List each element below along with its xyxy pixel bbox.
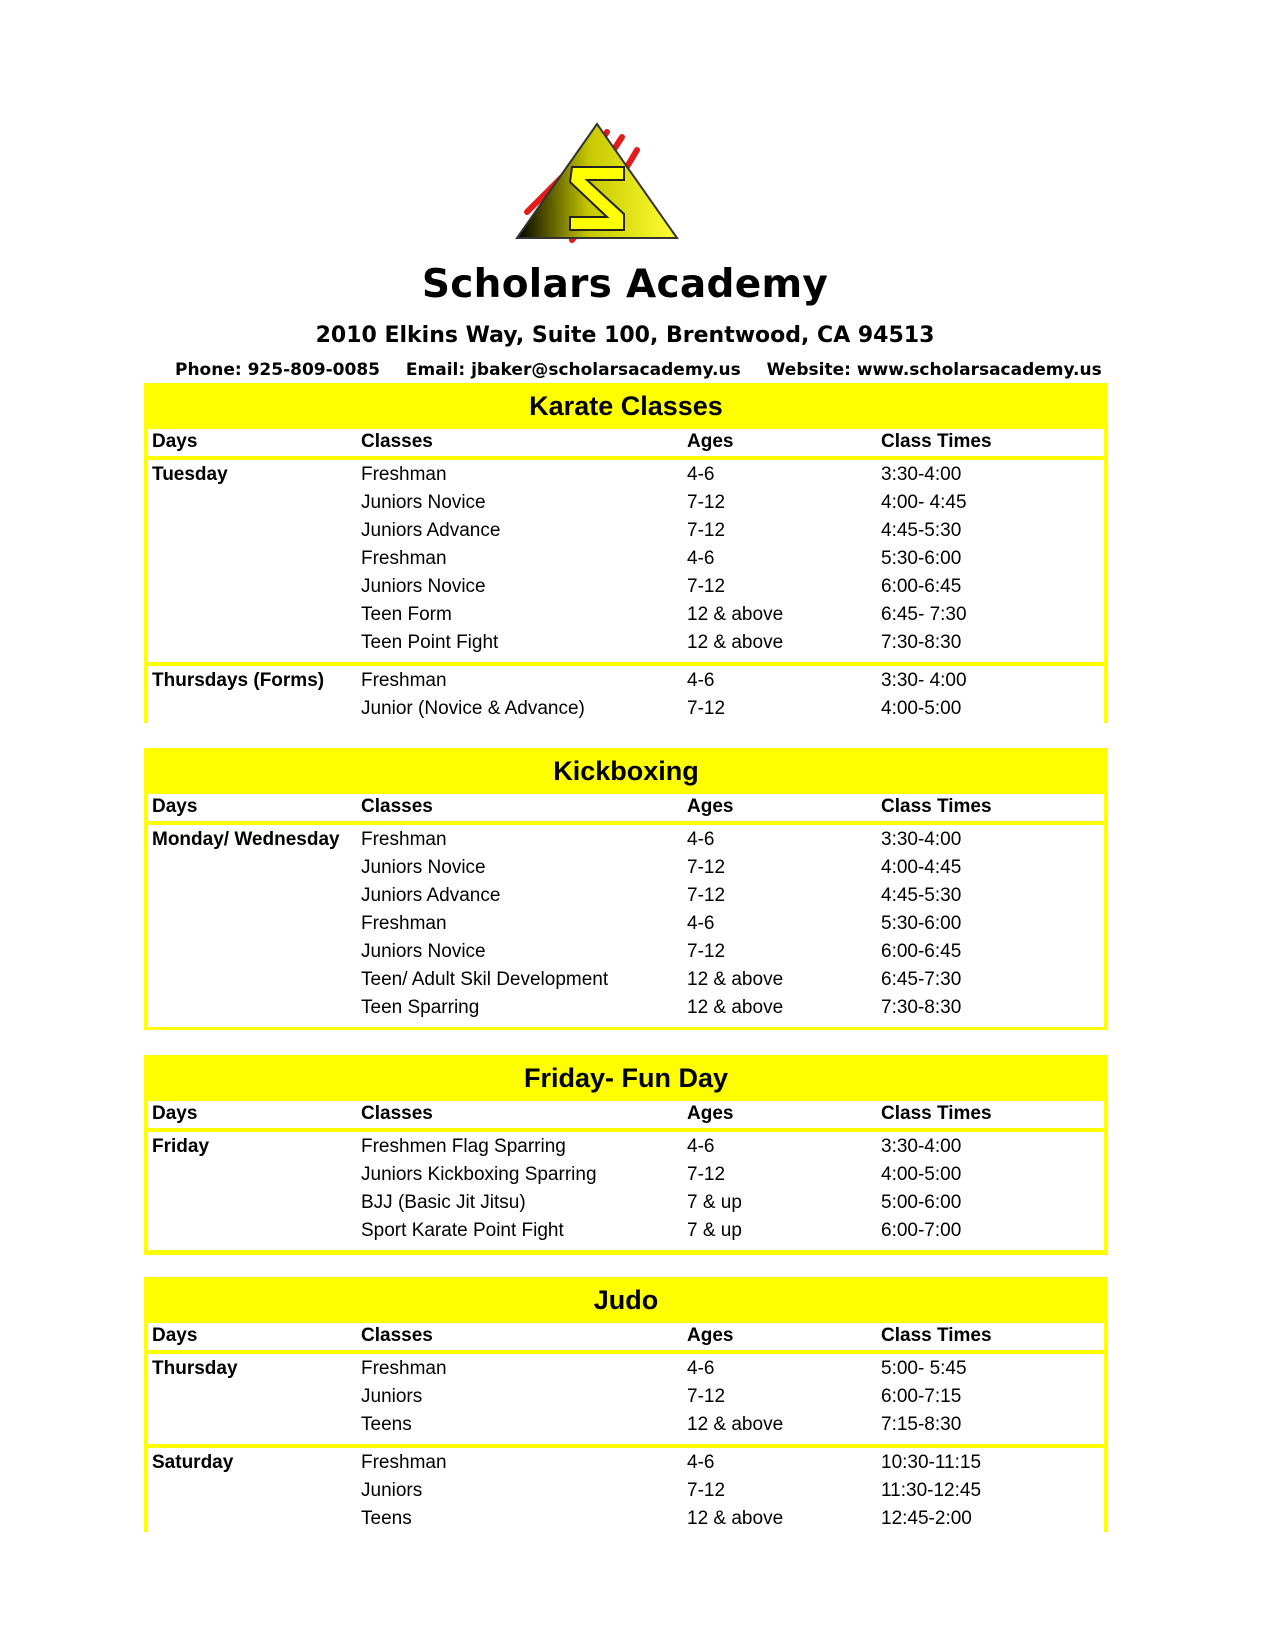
- ages: 7-12: [687, 1386, 726, 1407]
- column-header-times: Class Times: [881, 796, 992, 817]
- table-row: [148, 857, 1104, 885]
- table-row: [148, 576, 1104, 604]
- table-row: [148, 1164, 1104, 1192]
- column-header-row: [148, 794, 1104, 821]
- table-row: [148, 698, 1104, 726]
- section-title: Judo: [593, 1285, 659, 1315]
- ages: 12 & above: [687, 969, 784, 990]
- table-row: [148, 1220, 1104, 1248]
- ages: 7-12: [687, 941, 726, 962]
- table-row: [148, 604, 1104, 632]
- ages: 4-6: [687, 670, 715, 691]
- class-time: 6:45-7:30: [881, 969, 962, 990]
- class-name: Freshman: [361, 548, 447, 569]
- class-name: Juniors: [361, 1480, 423, 1501]
- ages: 4-6: [687, 548, 715, 569]
- class-time: 5:00-6:00: [881, 1192, 962, 1213]
- ages: 12 & above: [687, 632, 784, 653]
- table-row: [148, 885, 1104, 913]
- class-name: Freshman: [361, 1358, 447, 1379]
- section-karate: [144, 383, 1108, 723]
- table-row: [148, 492, 1104, 520]
- ages: 4-6: [687, 1136, 715, 1157]
- class-time: 11:30-12:45: [881, 1480, 982, 1501]
- day-label: Thursday: [152, 1358, 238, 1379]
- column-header-row: [148, 1323, 1104, 1350]
- class-time: 4:00-4:45: [881, 857, 962, 878]
- class-time: 6:00-7:00: [881, 1220, 962, 1241]
- class-time: 3:30-4:00: [881, 829, 962, 850]
- website: Website: www.scholarsacademy.us: [766, 360, 1102, 380]
- ages: 7-12: [687, 520, 726, 541]
- class-name: Juniors Novice: [361, 576, 486, 597]
- column-header-ages: Ages: [687, 431, 734, 452]
- table-row: [148, 969, 1104, 997]
- class-name: Teen Form: [361, 604, 452, 625]
- class-time: 3:30-4:00: [881, 1136, 962, 1157]
- table-row: [148, 829, 1104, 857]
- table-row: [148, 464, 1104, 492]
- ages: 4-6: [687, 913, 715, 934]
- class-name: Juniors Kickboxing Sparring: [361, 1164, 597, 1185]
- column-header-row: [148, 429, 1104, 456]
- ages: 4-6: [687, 1358, 715, 1379]
- column-header-days: Days: [152, 1325, 198, 1346]
- column-header-ages: Ages: [687, 1325, 734, 1346]
- class-time: 6:00-6:45: [881, 941, 962, 962]
- ages: 12 & above: [687, 604, 784, 625]
- column-header-days: Days: [152, 431, 198, 452]
- day-group: [148, 460, 1104, 662]
- class-time: 4:00- 4:45: [881, 492, 967, 513]
- ages: 4-6: [687, 464, 715, 485]
- ages: 12 & above: [687, 1508, 784, 1529]
- table-row: [148, 670, 1104, 698]
- class-time: 4:00-5:00: [881, 1164, 962, 1185]
- section-title: Karate Classes: [529, 391, 723, 421]
- column-header-classes: Classes: [361, 1103, 433, 1124]
- table-row: [148, 1414, 1104, 1442]
- section-title: Kickboxing: [553, 756, 699, 786]
- class-time: 5:00- 5:45: [881, 1358, 967, 1379]
- day-label: Thursdays (Forms): [152, 670, 325, 691]
- class-time: 4:45-5:30: [881, 885, 962, 906]
- class-name: Teens: [361, 1414, 412, 1435]
- class-name: Juniors Advance: [361, 885, 501, 906]
- class-name: Teen Point Fight: [361, 632, 499, 653]
- class-time: 6:45- 7:30: [881, 604, 967, 625]
- ages: 12 & above: [687, 1414, 784, 1435]
- table-row: [148, 913, 1104, 941]
- section-title: Friday- Fun Day: [523, 1063, 729, 1093]
- class-name: Teen/ Adult Skil Development: [361, 969, 609, 990]
- section-judo: [144, 1277, 1108, 1532]
- table-row: [148, 1480, 1104, 1508]
- class-time: 5:30-6:00: [881, 913, 962, 934]
- page-title: Scholars Academy: [421, 262, 829, 307]
- ages: 7-12: [687, 1480, 726, 1501]
- ages: 7 & up: [687, 1192, 742, 1213]
- column-header-classes: Classes: [361, 431, 433, 452]
- ages: 7-12: [687, 576, 726, 597]
- section-friday: [144, 1055, 1108, 1255]
- address: 2010 Elkins Way, Suite 100, Brentwood, CA 94513: [315, 323, 935, 348]
- class-time: 3:30- 4:00: [881, 670, 967, 691]
- table-row: [148, 520, 1104, 548]
- class-time: 12:45-2:00: [881, 1508, 972, 1529]
- ages: 4-6: [687, 1452, 715, 1473]
- class-time: 4:45-5:30: [881, 520, 962, 541]
- column-header-row: [148, 1101, 1104, 1128]
- ages: 4-6: [687, 829, 715, 850]
- email: Email: jbaker@scholarsacademy.us: [405, 360, 741, 380]
- class-name: Freshman: [361, 670, 447, 691]
- ages: 12 & above: [687, 997, 784, 1018]
- table-row: [148, 1192, 1104, 1220]
- column-header-ages: Ages: [687, 1103, 734, 1124]
- column-header-classes: Classes: [361, 796, 433, 817]
- class-name: Freshman: [361, 1452, 447, 1473]
- class-time: 4:00-5:00: [881, 698, 962, 719]
- table-row: [148, 941, 1104, 969]
- class-name: Freshmen Flag Sparring: [361, 1136, 566, 1157]
- class-name: Teen Sparring: [361, 997, 480, 1018]
- academy-logo-icon: [512, 122, 682, 254]
- table-row: [148, 1452, 1104, 1480]
- ages: 7-12: [687, 492, 726, 513]
- contact-line: [175, 360, 1102, 380]
- table-row: [148, 1136, 1104, 1164]
- class-time: 7:15-8:30: [881, 1414, 962, 1435]
- class-time: 6:00-6:45: [881, 576, 962, 597]
- class-time: 7:30-8:30: [881, 997, 962, 1018]
- class-name: Juniors Novice: [361, 492, 486, 513]
- class-name: Freshman: [361, 913, 447, 934]
- class-name: Freshman: [361, 829, 447, 850]
- ages: 7-12: [687, 1164, 726, 1185]
- class-name: Sport Karate Point Fight: [361, 1220, 564, 1241]
- ages: 7 & up: [687, 1220, 742, 1241]
- class-time: 5:30-6:00: [881, 548, 962, 569]
- class-time: 10:30-11:15: [881, 1452, 982, 1473]
- day-group: [148, 825, 1104, 1027]
- table-row: [148, 997, 1104, 1025]
- class-name: Freshman: [361, 464, 447, 485]
- table-row: [148, 1358, 1104, 1386]
- class-time: 6:00-7:15: [881, 1386, 962, 1407]
- class-name: Junior (Novice & Advance): [361, 698, 585, 719]
- column-header-classes: Classes: [361, 1325, 433, 1346]
- day-label: Tuesday: [152, 464, 228, 485]
- table-row: [148, 1386, 1104, 1414]
- column-header-times: Class Times: [881, 1103, 992, 1124]
- ages: 7-12: [687, 698, 726, 719]
- column-header-days: Days: [152, 1103, 198, 1124]
- class-name: Juniors Novice: [361, 941, 486, 962]
- class-name: BJJ (Basic Jit Jitsu): [361, 1192, 526, 1213]
- day-label: Monday/ Wednesday: [152, 829, 340, 850]
- section-kickboxing: [144, 748, 1108, 1030]
- ages: 7-12: [687, 885, 726, 906]
- column-header-times: Class Times: [881, 431, 992, 452]
- class-time: 7:30-8:30: [881, 632, 962, 653]
- day-group: [148, 1448, 1104, 1538]
- class-time: 3:30-4:00: [881, 464, 962, 485]
- class-name: Teens: [361, 1508, 412, 1529]
- class-name: Juniors Novice: [361, 857, 486, 878]
- day-group: [148, 666, 1104, 728]
- table-row: [148, 548, 1104, 576]
- day-label: Saturday: [152, 1452, 234, 1473]
- day-group: [148, 1354, 1104, 1444]
- table-row: [148, 1508, 1104, 1536]
- column-header-times: Class Times: [881, 1325, 992, 1346]
- class-name: Juniors Advance: [361, 520, 501, 541]
- column-header-days: Days: [152, 796, 198, 817]
- phone: Phone: 925-809-0085: [175, 360, 380, 380]
- day-group: [148, 1132, 1104, 1250]
- column-header-ages: Ages: [687, 796, 734, 817]
- ages: 7-12: [687, 857, 726, 878]
- class-name: Juniors: [361, 1386, 423, 1407]
- table-row: [148, 632, 1104, 660]
- day-label: Friday: [152, 1136, 210, 1157]
